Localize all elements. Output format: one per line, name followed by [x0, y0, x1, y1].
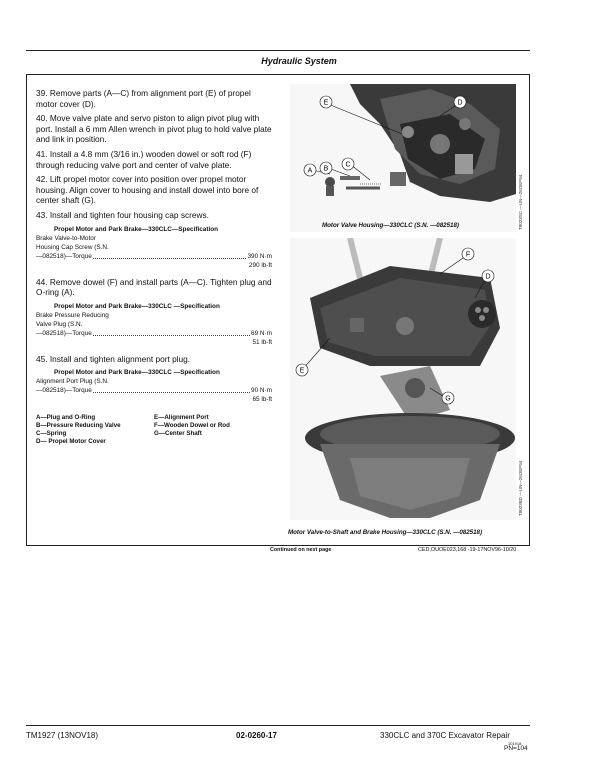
document-reference: CED,OUOE023,168 -19-17NOV96-10/20	[418, 547, 517, 553]
section-title: Hydraulic System	[261, 56, 337, 66]
figure-motor-valve-to-shaft	[290, 238, 516, 520]
leader-dots	[93, 329, 250, 336]
callout-label: E	[323, 99, 329, 107]
leader-dots	[93, 252, 247, 259]
frame-bottom-border	[26, 545, 530, 546]
leader-dots	[93, 386, 250, 393]
legend-item: D— Propel Motor Cover	[36, 438, 106, 446]
step-40: 40. Move valve plate and servo piston to align pivot plug with port. Install a 6 mm Allen wrench in pivot plug to hold valve plate and link in position.	[36, 113, 272, 145]
spec-line: Valve Plug (S.N.	[36, 320, 83, 328]
spec-value-alt: 290 lb-ft	[248, 261, 272, 269]
legend-item: C—Spring	[36, 430, 67, 438]
spec-line: Brake Pressure Reducing	[36, 311, 109, 319]
callout-label: A	[307, 167, 313, 175]
legend-item: A—Plug and O-Ring	[36, 414, 96, 422]
callout-label: F	[465, 251, 471, 259]
legend-item: B—Pressure Reducing Valve	[36, 422, 121, 430]
callout-label: B	[323, 165, 329, 173]
spec-torque-row	[36, 386, 272, 395]
spec-value-alt: 65 lb-ft	[252, 396, 272, 404]
spec-line: Housing Cap Screw (S.N.	[36, 243, 109, 251]
callout-label: E	[299, 367, 305, 375]
continued-note: Continued on next page	[270, 547, 332, 553]
spec-title: Propel Motor and Park Brake—330CLC —Specification	[54, 369, 220, 377]
spec-title: Propel Motor and Park Brake—330CLC—Specification	[54, 225, 219, 233]
spec-block-3	[36, 368, 272, 404]
procedure-text	[36, 88, 272, 446]
header-top-rule	[26, 50, 530, 51]
spec-torque-row	[36, 329, 272, 338]
legend-item	[154, 438, 272, 446]
frame-right-border	[529, 75, 530, 545]
spec-block-1	[36, 225, 272, 270]
spec-value: 69 N·m	[251, 329, 272, 337]
callout-label: D	[457, 99, 463, 107]
step-42: 42. Lift propel motor cover into position over propel motor housing. Align cover to housing and install dowel into bore of center shaft (G).	[36, 174, 259, 206]
figure-2-caption: Motor Valve-to-Shaft and Brake Housing—330CLC (S.N. —082518)	[288, 529, 483, 536]
footer-page-code: 02-0260-17	[236, 731, 277, 740]
legend-item: E—Alignment Port	[154, 414, 209, 422]
spec-value: 90 N·m	[251, 387, 272, 395]
frame-left-border	[26, 75, 27, 545]
figure-2-code: T8023BD —UN—26OEP94	[518, 460, 523, 516]
spec-title: Propel Motor and Park Brake—330CLC —Specification	[54, 302, 220, 310]
spec-value: 390 N·m	[247, 252, 272, 260]
footer-manual-id: TM1927 (13NOV18)	[26, 731, 99, 740]
footer-date-code: 101918	[508, 741, 522, 746]
motor-valve-housing-photo	[290, 84, 516, 232]
motor-valve-to-shaft-photo	[290, 238, 516, 520]
footer-title: 330CLC and 370C Excavator Repair	[380, 731, 510, 740]
footer-rule	[26, 725, 530, 726]
spec-torque-label: —082518)—Torque	[36, 329, 92, 337]
spec-torque-row	[36, 252, 272, 261]
callout-label: D	[485, 273, 491, 281]
spec-line: Alignment Port Plug (S.N.	[36, 378, 109, 386]
footer-page-number: PN=104	[504, 745, 528, 752]
parts-legend	[36, 414, 272, 446]
figure-1-code: T8023SC —UN—26OEP94	[518, 174, 523, 230]
step-44: 44. Remove dowel (F) and install parts (A—C). Tighten plug and O-ring (A).	[36, 276, 272, 298]
figure-motor-valve-housing	[290, 84, 516, 232]
figure-1-caption: Motor Valve Housing—330CLC (S.N. —082518)	[322, 222, 459, 229]
legend-item: G—Center Shaft	[154, 430, 202, 438]
spec-block-2	[36, 302, 272, 347]
spec-torque-label: —082518)—Torque	[36, 252, 92, 260]
spec-torque-label: —082518)—Torque	[36, 387, 92, 395]
spec-value-alt: 51 lb-ft	[252, 338, 272, 346]
callout-label: C	[345, 161, 351, 169]
callout-label: G	[445, 395, 451, 403]
header-bottom-rule	[26, 74, 530, 75]
step-43: 43. Install and tighten four housing cap screws.	[36, 209, 209, 220]
step-45: 45. Install and tighten alignment port plug.	[36, 353, 191, 364]
step-39: 39. Remove parts (A—C) from alignment port (E) of propel motor cover (D).	[36, 88, 251, 109]
legend-item: F—Wooden Dowel or Rod	[154, 422, 230, 430]
step-41: 41. Install a 4.8 mm (3/16 in.) wooden dowel or soft rod (F) through reducing valve port and center of valve plate.	[36, 148, 252, 170]
spec-line: Brake Valve-to-Motor	[36, 234, 96, 242]
